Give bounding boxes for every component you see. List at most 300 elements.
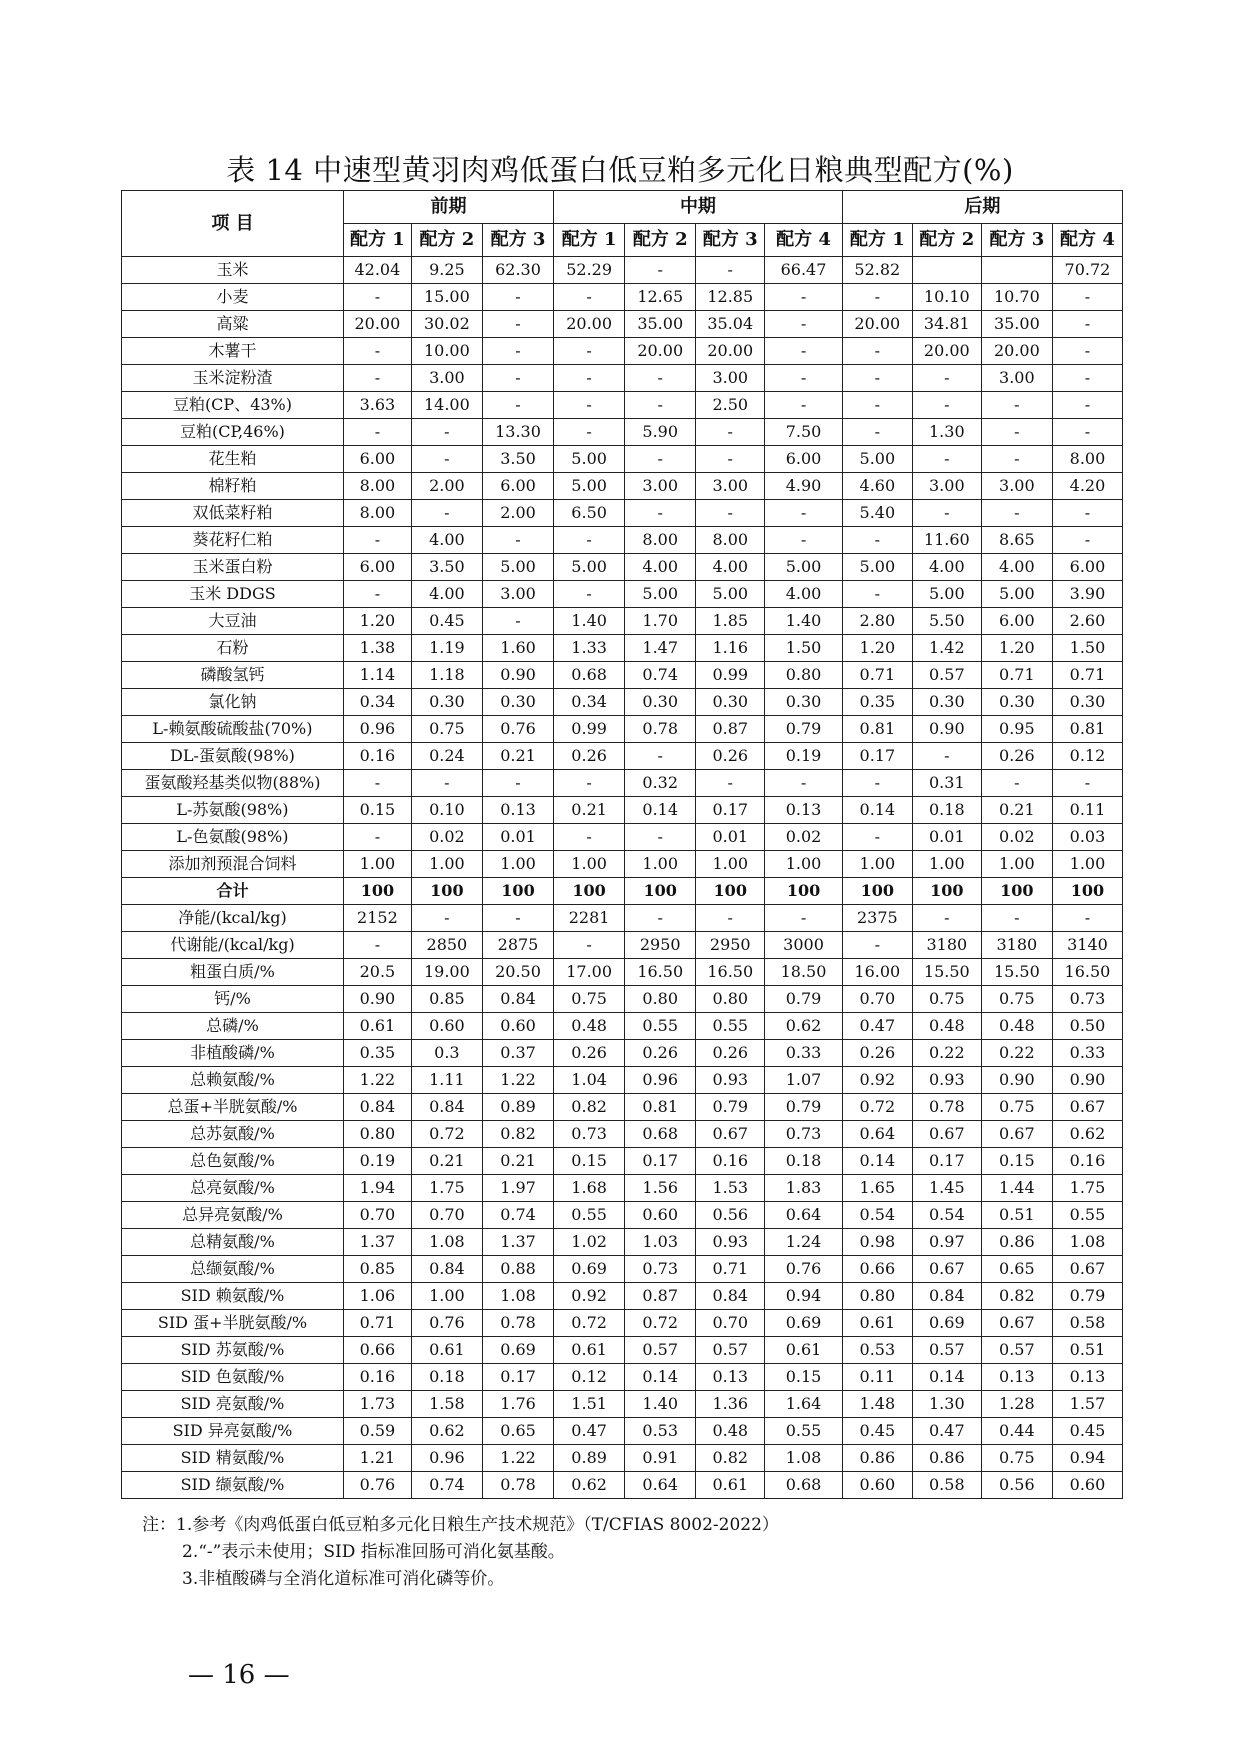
table-cell: 2.60 [1052, 608, 1122, 635]
table-cell: 0.67 [981, 1310, 1052, 1337]
table-cell: 0.99 [554, 716, 625, 743]
table-cell: 0.78 [625, 716, 696, 743]
table-row [122, 1175, 1123, 1202]
table-row [122, 1229, 1123, 1256]
table-cell: 3.00 [981, 473, 1052, 500]
table-cell: 0.12 [554, 1364, 625, 1391]
table-cell: 1.00 [554, 851, 625, 878]
table-cell: 4.00 [912, 554, 981, 581]
table-cell: 0.76 [343, 1472, 411, 1499]
table-cell: 1.16 [696, 635, 765, 662]
table-cell: 0.94 [1052, 1445, 1122, 1472]
table-cell: 0.21 [981, 797, 1052, 824]
table-cell: 0.26 [696, 1040, 765, 1067]
row-label: 玉米 DDGS [122, 581, 344, 608]
table-cell: 0.73 [765, 1121, 843, 1148]
table-cell: 1.20 [981, 635, 1052, 662]
table-cell: 6.00 [981, 608, 1052, 635]
table-cell: 1.00 [411, 1283, 482, 1310]
table-cell: - [554, 284, 625, 311]
table-cell: 3.63 [343, 392, 411, 419]
table-cell: 1.00 [625, 851, 696, 878]
table-cell: 0.62 [1052, 1121, 1122, 1148]
note-line: 注：1.参考《肉鸡低蛋白低豆粕多元化日粮生产技术规范》（T/CFIAS 8002-2022） [142, 1515, 779, 1535]
table-cell: 0.02 [981, 824, 1052, 851]
table-cell: 20.00 [554, 311, 625, 338]
table-cell: - [554, 770, 625, 797]
table-cell: - [625, 257, 696, 284]
table-cell: 0.74 [411, 1472, 482, 1499]
table-cell: 0.26 [554, 743, 625, 770]
table-cell: 4.00 [411, 581, 482, 608]
table-cell: 100 [343, 878, 411, 905]
table-cell: 16.00 [842, 959, 912, 986]
table-cell: 0.14 [625, 1364, 696, 1391]
table-cell: 0.64 [765, 1202, 843, 1229]
table-cell: 0.16 [343, 743, 411, 770]
header-formula: 配方 1 [554, 224, 625, 257]
table-cell: - [1052, 365, 1122, 392]
table-cell: 0.01 [912, 824, 981, 851]
table-row [122, 608, 1123, 635]
note-line: 3.非植酸磷与全消化道标准可消化磷等价。 [182, 1569, 505, 1589]
table-cell: 0.75 [554, 986, 625, 1013]
table-row [122, 1094, 1123, 1121]
table-cell: 0.53 [842, 1337, 912, 1364]
table-cell: - [765, 311, 843, 338]
row-label: SID 蛋+半胱氨酸/% [122, 1310, 344, 1337]
table-cell: - [842, 824, 912, 851]
row-label: 花生粕 [122, 446, 344, 473]
table-cell: - [625, 365, 696, 392]
table-cell: 0.57 [912, 662, 981, 689]
table-cell: 6.50 [554, 500, 625, 527]
table-cell: 0.50 [1052, 1013, 1122, 1040]
table-cell: - [554, 392, 625, 419]
table-row [122, 1202, 1123, 1229]
table-cell: 0.82 [554, 1094, 625, 1121]
header-group-middle: 中期 [554, 191, 843, 224]
table-cell: - [482, 284, 553, 311]
table-cell: 0.19 [343, 1148, 411, 1175]
table-cell: 0.90 [482, 662, 553, 689]
table-cell: 0.26 [696, 743, 765, 770]
table-cell: 0.30 [625, 689, 696, 716]
table-cell: - [842, 365, 912, 392]
table-row [122, 284, 1123, 311]
table-cell: 0.80 [343, 1121, 411, 1148]
row-label: 总苏氨酸/% [122, 1121, 344, 1148]
table-cell: - [765, 338, 843, 365]
table-row [122, 878, 1123, 905]
table-cell: 8.00 [343, 473, 411, 500]
table-cell: 0.44 [981, 1418, 1052, 1445]
table-cell: 1.00 [1052, 851, 1122, 878]
table-cell: 0.17 [912, 1148, 981, 1175]
table-cell: 0.84 [482, 986, 553, 1013]
table-cell: - [1052, 500, 1122, 527]
table-cell: 0.48 [554, 1013, 625, 1040]
table-row [122, 959, 1123, 986]
table-cell: 0.22 [912, 1040, 981, 1067]
table-cell: 100 [765, 878, 843, 905]
table-cell: 0.71 [842, 662, 912, 689]
header-formula: 配方 4 [765, 224, 843, 257]
table-cell: 0.80 [765, 662, 843, 689]
table-cell: 0.56 [696, 1202, 765, 1229]
table-cell: - [482, 527, 553, 554]
table-cell: 0.14 [625, 797, 696, 824]
row-label: 磷酸氢钙 [122, 662, 344, 689]
table-cell: 0.88 [482, 1256, 553, 1283]
table-cell: 1.00 [842, 851, 912, 878]
table-cell: - [343, 527, 411, 554]
row-label: 总亮氨酸/% [122, 1175, 344, 1202]
table-cell: 12.85 [696, 284, 765, 311]
table-cell: 9.25 [411, 257, 482, 284]
table-cell: 0.30 [765, 689, 843, 716]
table-cell: 1.00 [765, 851, 843, 878]
table-cell: 1.53 [696, 1175, 765, 1202]
table-cell: 20.50 [482, 959, 553, 986]
table-cell: 3.90 [1052, 581, 1122, 608]
table-cell: 20.00 [625, 338, 696, 365]
table-cell: - [1052, 284, 1122, 311]
row-label: 玉米蛋白粉 [122, 554, 344, 581]
table-cell: 1.42 [912, 635, 981, 662]
table-cell: 3.00 [625, 473, 696, 500]
table-cell: 1.18 [411, 662, 482, 689]
row-label: 玉米淀粉渣 [122, 365, 344, 392]
table-cell: 4.00 [981, 554, 1052, 581]
table-row [122, 365, 1123, 392]
table-cell: - [411, 446, 482, 473]
table-cell: 100 [842, 878, 912, 905]
table-row [122, 1148, 1123, 1175]
row-label: SID 精氨酸/% [122, 1445, 344, 1472]
table-cell: 1.50 [1052, 635, 1122, 662]
table-cell: 0.57 [696, 1337, 765, 1364]
table-cell: 0.57 [981, 1337, 1052, 1364]
table-cell: 100 [1052, 878, 1122, 905]
table-cell: 3.00 [696, 473, 765, 500]
table-cell: 0.99 [696, 662, 765, 689]
table-cell: - [554, 365, 625, 392]
table-cell: 100 [411, 878, 482, 905]
table-cell: 1.08 [411, 1229, 482, 1256]
table-cell: 3.50 [411, 554, 482, 581]
row-label: 豆粕(CP,46%) [122, 419, 344, 446]
table-cell: - [625, 743, 696, 770]
table-cell: 0.62 [554, 1472, 625, 1499]
table-cell: 100 [981, 878, 1052, 905]
table-row [122, 689, 1123, 716]
row-label: 总磷/% [122, 1013, 344, 1040]
table-cell: 1.04 [554, 1067, 625, 1094]
table-body [122, 257, 1123, 1499]
table-cell: 0.75 [981, 1094, 1052, 1121]
table-row [122, 743, 1123, 770]
header-formula: 配方 1 [343, 224, 411, 257]
table-cell: 1.21 [343, 1445, 411, 1472]
table-cell: 0.79 [1052, 1283, 1122, 1310]
row-label: 总异亮氨酸/% [122, 1202, 344, 1229]
table-cell: 15.50 [981, 959, 1052, 986]
table-title: 表 14 中速型黄羽肉鸡低蛋白低豆粕多元化日粮典型配方(%) [226, 153, 1014, 187]
table-cell: 35.00 [625, 311, 696, 338]
table-cell: 10.00 [411, 338, 482, 365]
table-cell: 0.01 [696, 824, 765, 851]
table-cell: 1.36 [696, 1391, 765, 1418]
table-cell: 100 [625, 878, 696, 905]
row-label: SID 苏氨酸/% [122, 1337, 344, 1364]
table-cell: 0.26 [842, 1040, 912, 1067]
table-cell: - [981, 905, 1052, 932]
table-cell: - [482, 311, 553, 338]
table-cell: 0.84 [411, 1094, 482, 1121]
table-cell: 4.00 [411, 527, 482, 554]
table-cell: 2850 [411, 932, 482, 959]
row-label: SID 缬氨酸/% [122, 1472, 344, 1499]
table-cell: 0.56 [981, 1472, 1052, 1499]
table-cell: 0.79 [765, 986, 843, 1013]
table-cell: 0.16 [1052, 1148, 1122, 1175]
table-cell: 0.71 [696, 1256, 765, 1283]
table-cell: 1.56 [625, 1175, 696, 1202]
table-cell: 1.20 [842, 635, 912, 662]
table-cell: 0.85 [343, 1256, 411, 1283]
table-cell: 1.11 [411, 1067, 482, 1094]
table-cell: - [343, 284, 411, 311]
header-formula: 配方 3 [482, 224, 553, 257]
table-cell: 2.50 [696, 392, 765, 419]
table-cell: 0.51 [981, 1202, 1052, 1229]
table-cell: 0.67 [696, 1121, 765, 1148]
table-row [122, 1337, 1123, 1364]
table-cell: 1.14 [343, 662, 411, 689]
table-cell: 0.30 [411, 689, 482, 716]
table-cell: 1.08 [765, 1445, 843, 1472]
table-cell: 5.40 [842, 500, 912, 527]
table-cell: 0.69 [482, 1337, 553, 1364]
table-cell: 13.30 [482, 419, 553, 446]
table-cell: 0.55 [625, 1013, 696, 1040]
table-cell: 0.87 [625, 1283, 696, 1310]
table-cell: 0.18 [912, 797, 981, 824]
table-cell: - [1052, 419, 1122, 446]
table-cell: 0.48 [696, 1418, 765, 1445]
table-cell: 1.50 [765, 635, 843, 662]
table-cell: 1.02 [554, 1229, 625, 1256]
table-cell: 0.75 [981, 1445, 1052, 1472]
table-cell: 20.5 [343, 959, 411, 986]
table-cell: 1.20 [343, 608, 411, 635]
table-cell: 0.16 [696, 1148, 765, 1175]
table-cell: - [554, 527, 625, 554]
header-formula: 配方 2 [625, 224, 696, 257]
table-cell: 1.60 [482, 635, 553, 662]
header-formula: 配方 2 [912, 224, 981, 257]
table-cell: - [1052, 392, 1122, 419]
table-cell: - [411, 770, 482, 797]
table-cell: 0.60 [411, 1013, 482, 1040]
table-cell: 0.85 [411, 986, 482, 1013]
table-cell: 8.00 [696, 527, 765, 554]
table-cell: 0.70 [842, 986, 912, 1013]
table-cell: 1.07 [765, 1067, 843, 1094]
table-cell: - [1052, 770, 1122, 797]
table-cell: 0.92 [842, 1067, 912, 1094]
table-cell: 0.76 [765, 1256, 843, 1283]
table-cell: 2875 [482, 932, 553, 959]
table-cell: - [912, 743, 981, 770]
table-cell: 0.15 [343, 797, 411, 824]
table-row [122, 392, 1123, 419]
table-row [122, 635, 1123, 662]
table-cell: 2.80 [842, 608, 912, 635]
table-cell: 0.96 [625, 1067, 696, 1094]
table-cell: 0.34 [554, 689, 625, 716]
table-cell: 0.94 [765, 1283, 843, 1310]
row-label: 非植酸磷/% [122, 1040, 344, 1067]
table-cell: 11.60 [912, 527, 981, 554]
table-cell: - [765, 392, 843, 419]
table-cell: 1.06 [343, 1283, 411, 1310]
table-row [122, 419, 1123, 446]
table-cell: 35.00 [981, 311, 1052, 338]
table-row [122, 1067, 1123, 1094]
table-cell: 0.53 [625, 1418, 696, 1445]
table-row [122, 797, 1123, 824]
table-cell: - [1052, 527, 1122, 554]
table-cell: 0.13 [981, 1364, 1052, 1391]
table-cell: 1.75 [1052, 1175, 1122, 1202]
table-row [122, 716, 1123, 743]
table-cell: 0.61 [696, 1472, 765, 1499]
table-cell: - [981, 500, 1052, 527]
table-cell: - [696, 770, 765, 797]
table-cell: 1.40 [625, 1391, 696, 1418]
table-cell: - [912, 500, 981, 527]
table-cell: 0.14 [912, 1364, 981, 1391]
table-cell: 0.18 [411, 1364, 482, 1391]
table-cell: 1.58 [411, 1391, 482, 1418]
table-row [122, 1445, 1123, 1472]
table-cell: 1.38 [343, 635, 411, 662]
row-label: SID 亮氨酸/% [122, 1391, 344, 1418]
table-cell: 0.97 [912, 1229, 981, 1256]
table-notes [142, 1512, 779, 1593]
table-cell: 5.00 [554, 473, 625, 500]
header-formula: 配方 3 [981, 224, 1052, 257]
table-cell: 0.73 [625, 1256, 696, 1283]
table-cell: 0.54 [912, 1202, 981, 1229]
table-cell: 8.00 [343, 500, 411, 527]
table-cell: 0.35 [343, 1040, 411, 1067]
table-cell: 1.85 [696, 608, 765, 635]
table-cell: 0.30 [696, 689, 765, 716]
table-cell: 5.00 [842, 554, 912, 581]
table-cell: - [343, 365, 411, 392]
table-cell: 0.68 [554, 662, 625, 689]
table-cell: - [625, 905, 696, 932]
table-cell: 0.96 [343, 716, 411, 743]
table-cell: 0.48 [912, 1013, 981, 1040]
table-cell: 0.17 [696, 797, 765, 824]
header-formula: 配方 4 [1052, 224, 1122, 257]
table-cell: 15.00 [411, 284, 482, 311]
table-cell: 2.00 [411, 473, 482, 500]
table-cell: 0.22 [981, 1040, 1052, 1067]
table-cell: - [1052, 311, 1122, 338]
table-row [122, 1283, 1123, 1310]
table-cell: 3000 [765, 932, 843, 959]
table-cell: 0.69 [554, 1256, 625, 1283]
table-row [122, 581, 1123, 608]
table-cell: 0.70 [696, 1310, 765, 1337]
table-cell: 0.58 [912, 1472, 981, 1499]
row-label: 总精氨酸/% [122, 1229, 344, 1256]
table-cell: 1.19 [411, 635, 482, 662]
table-cell: 0.80 [696, 986, 765, 1013]
table-cell: 0.57 [912, 1337, 981, 1364]
table-cell: 0.30 [981, 689, 1052, 716]
table-cell: 0.11 [1052, 797, 1122, 824]
header-item: 项 目 [122, 191, 344, 257]
table-cell: 20.00 [696, 338, 765, 365]
table-cell: 0.21 [411, 1148, 482, 1175]
table-cell: 1.22 [482, 1067, 553, 1094]
table-cell: 16.50 [625, 959, 696, 986]
table-row [122, 770, 1123, 797]
table-cell: - [696, 419, 765, 446]
row-label: 木薯干 [122, 338, 344, 365]
table-cell: 0.11 [842, 1364, 912, 1391]
table-cell: 52.29 [554, 257, 625, 284]
table-cell: 0.67 [912, 1121, 981, 1148]
table-cell: - [765, 905, 843, 932]
table-cell: 42.04 [343, 257, 411, 284]
table-cell: 1.65 [842, 1175, 912, 1202]
row-label: 氯化钠 [122, 689, 344, 716]
table-cell: 0.79 [696, 1094, 765, 1121]
table-cell: 100 [696, 878, 765, 905]
table-cell: 0.58 [1052, 1310, 1122, 1337]
table-cell: 0.71 [1052, 662, 1122, 689]
table-cell: 0.14 [842, 797, 912, 824]
table-cell: 1.33 [554, 635, 625, 662]
table-cell: 5.00 [765, 554, 843, 581]
table-cell: 16.50 [696, 959, 765, 986]
table-cell: - [842, 284, 912, 311]
table-cell: 1.57 [1052, 1391, 1122, 1418]
table-cell: 0.79 [765, 716, 843, 743]
row-label: 净能/(kcal/kg) [122, 905, 344, 932]
table-cell: 0.13 [765, 797, 843, 824]
table-cell: 5.00 [482, 554, 553, 581]
table-cell: 0.75 [981, 986, 1052, 1013]
table-cell: 66.47 [765, 257, 843, 284]
table-cell: 0.69 [765, 1310, 843, 1337]
table-cell: 0.86 [981, 1229, 1052, 1256]
table-cell: - [482, 905, 553, 932]
table-cell: 0.86 [842, 1445, 912, 1472]
table-cell: - [842, 932, 912, 959]
table-row [122, 905, 1123, 932]
table-cell: 0.18 [765, 1148, 843, 1175]
table-row [122, 311, 1123, 338]
row-label: 合计 [122, 878, 344, 905]
